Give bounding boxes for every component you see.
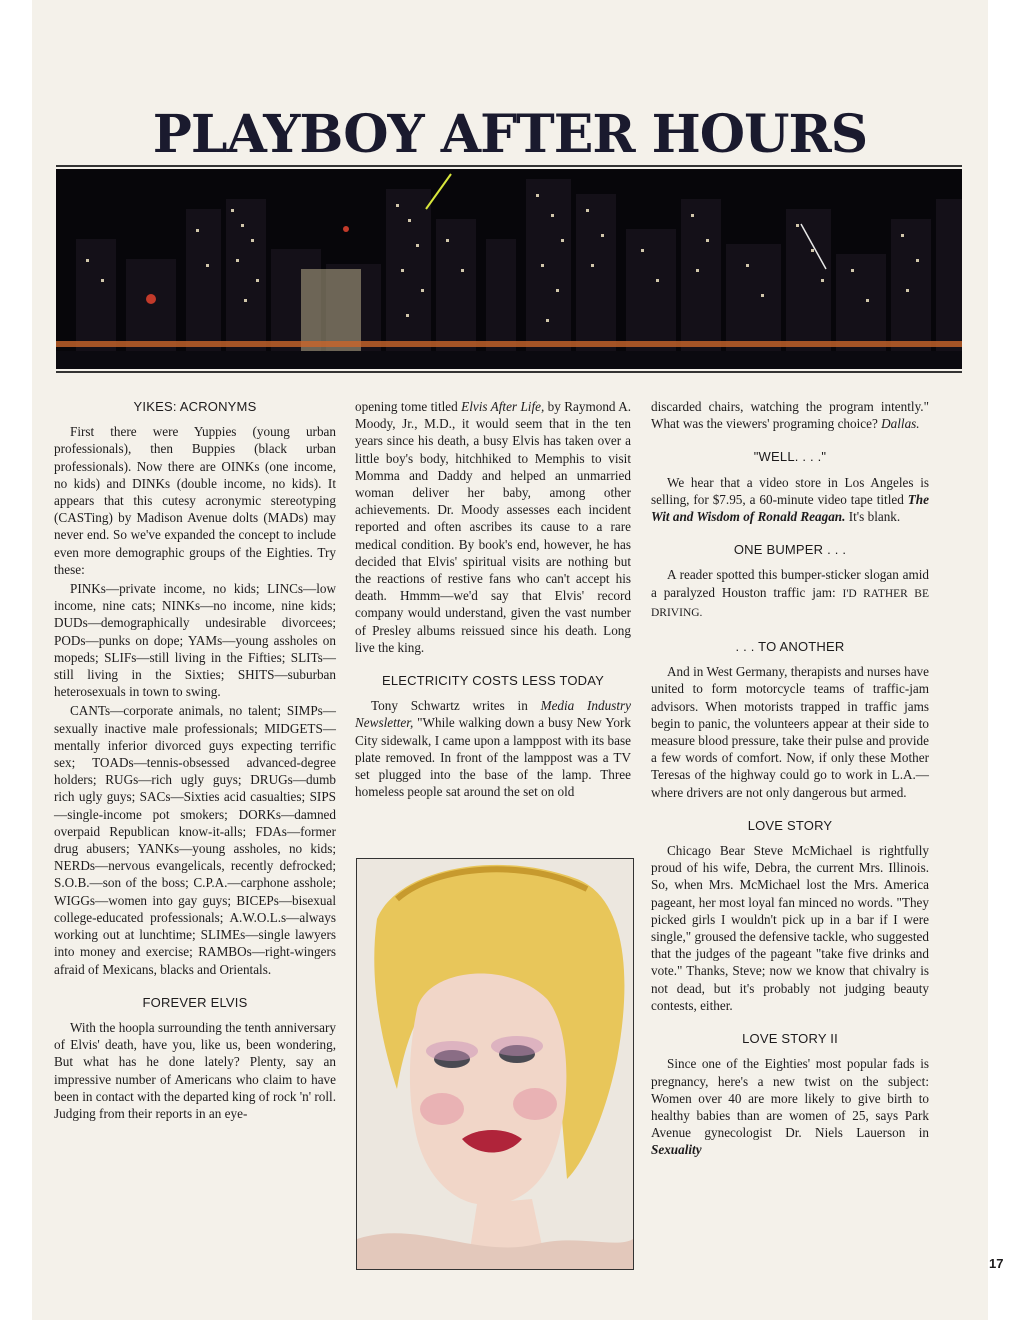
portrait-illustration <box>356 858 634 1270</box>
text: opening tome titled <box>355 399 462 414</box>
heading-love-story: LOVE STORY <box>747 817 833 833</box>
heading-one-bumper: ONE BUMPER . . . <box>733 542 847 558</box>
paragraph <box>651 566 929 622</box>
text: "While walking down a busy New York City sidewalk, I came upon a lamppost with its base plate removed. In front of the lamppost was a TV set plugged into the base of the lamp. Three homeless people sat around the set on old <box>355 715 631 800</box>
text: by Raymond A. Moody, Jr., M.D., it would seem that in the ten years since his death, a busy Elvis has taken over a little boy's body, hitchhiked to Memphis to visit Momma and Daddy and helped an unmarried woman deliver her baby, among other achievements. Dr. Moody assesses each incident reported and often ascribes its cause to a rare medical condition. By book's end, however, he has decided that Elvis' spiritual visits are nothing but the reactions of restive fans who can't accept his death. Hmmm—we'd say that Elvis' record company would understand, given the vast number of Presley albums reissued since his death. Long live the king. <box>355 399 632 655</box>
bottom-rule <box>56 371 962 373</box>
column-right <box>651 398 929 1161</box>
paragraph: With the hoopla surrounding the tenth anniversary of Elvis' death, have you, like us, been wondering, But what has he done lately? Plenty, say an impressive number of Americans who claim to have been in contact with the departed king of rock 'n' roll. Judging from their reports in an eye- <box>54 1019 336 1121</box>
text: discarded chairs, watching the program intently." What was the viewers' programing choice? <box>651 399 929 432</box>
video-title: The Wit and Wisdom of Ronald Reagan. <box>651 491 929 525</box>
page-title: PLAYBOY AFTER HOURS <box>152 104 868 165</box>
paragraph <box>651 398 929 432</box>
show-title: Dallas. <box>881 416 920 432</box>
column-middle <box>355 398 631 802</box>
paragraph <box>651 474 929 526</box>
heading-forever-elvis: FOREVER ELVIS <box>142 994 248 1010</box>
paragraph: PINKs—private income, no kids; LINCs—low income, nine cats; NINKs—no income, nine kids; DUDs—demographically undesirable divorcees; PODs—punks on dope; YAMs—young assholes on mopeds; SLIFs—still living in the Fifties; SLITs—still living in the Sixties; SHITS—suburban heterosexuals in town to swing. <box>54 581 336 700</box>
paragraph: And in West Germany, therapists and nurses have united to form motorcycle teams of traffic-jam advisors. When motorists trapped in traffic jams begin to panic, the volunteers appear at their side to measure blood pressure, take their pulse and provide a few words of comfort. Now, if only these Mother Teresas of the highway could go to work in L.A.—where drivers are not only dangerous but armed. <box>651 664 929 800</box>
magazine-page <box>32 0 1004 1320</box>
heading-well: "WELL. . . ." <box>753 449 827 465</box>
text: Since one of the Eighties' most popular fads is pregnancy, here's a new twist on the subject: Women over 40 are more likely to give birth to healthy babies than are women of 25, says Park Avenue gynecologist Dr. Niels Lauerson in <box>651 1056 929 1141</box>
text: A reader spotted this bumper-sticker slogan amid a paralyzed Houston traffic jam: <box>651 567 929 600</box>
publication-title: Sexuality <box>651 1142 702 1158</box>
paragraph <box>651 1055 929 1158</box>
heading-love-story-ii: LOVE STORY II <box>742 1031 838 1047</box>
city-skyline-illustration <box>56 169 962 369</box>
text: It's blank. <box>845 509 901 525</box>
paragraph: First there were Yuppies (young urban professionals), then Buppies (black urban professionals). Now there are OINKs (one income, no kids) and DINKs (double income, no kids). It appears that this cutesy acronymic stereotyping (CASTing) by Madison Avenue dolts (MADs) may never end. So we've expanded the concept to include even more demographic groups of the Eighties. Try these: <box>54 424 336 577</box>
heading-yikes-acronyms: YIKES: ACRONYMS <box>133 399 257 414</box>
top-rule <box>56 165 962 167</box>
heading-to-another: . . . TO ANOTHER <box>735 639 845 655</box>
publication-title: Media Industry Newsletter, <box>355 698 631 731</box>
text: Tony Schwartz writes in <box>371 698 541 714</box>
bumper-slogan: I'D RATHER BE DRIVING. <box>651 587 929 619</box>
page-number: 17 <box>989 1256 1004 1271</box>
paragraph: Chicago Bear Steve McMichael is rightfully proud of his wife, Debra, the current Mrs. Illinois. So, when Mrs. McMichael lost the Mrs. America pageant, her most loyal fan minced no words. "They picked girls I wouldn't pick up in a bar if I were single," groused the defensive tackle, who suggested that the judges of the pageant "take five drinks and vote." Thanks, Steve; now we know that chivalry is not dead, but it's probably not judging beauty contests, either. <box>651 843 929 1013</box>
paragraph <box>355 697 631 800</box>
text: We hear that a video store in Los Angeles is selling, for $7.95, a 60-minute video tape titled <box>651 474 929 507</box>
heading-electricity: ELECTRICITY COSTS LESS TODAY <box>381 673 605 689</box>
paragraph: CANTs—corporate animals, no talent; SIMPs—sexually inactive male professionals; MIDGETS—mentally inferior divorced guys expecting terrific sex; TOADs—tennis-obsessed advanced-degree holders; RUGs—rich ugly guys; DRUGs—dumb rich ugly guys; SACs—Sixties acid casualties; SIPS—single-income pot smokers; DORKs—damned overpaid Republican know-it-alls; FDAs—former drug abusers; YANKs—young assholes, no kids; NERDs—nervous evangelicals, recently defrocked; S.O.B.—son of the boss; C.P.A.—carphone asshole; WIGGs—women into gay guys; BICEPs—bisexual college-educated professionals; A.W.O.L.s—always working out at lunchtime; SLIMEs—single lawyers into money and exercise; RAMBOs—right-wingers afraid of Mexicans, blacks and Orientals. <box>54 703 336 977</box>
book-title: Elvis After Life, <box>461 399 545 414</box>
paragraph <box>355 398 631 656</box>
column-left <box>54 398 336 1124</box>
